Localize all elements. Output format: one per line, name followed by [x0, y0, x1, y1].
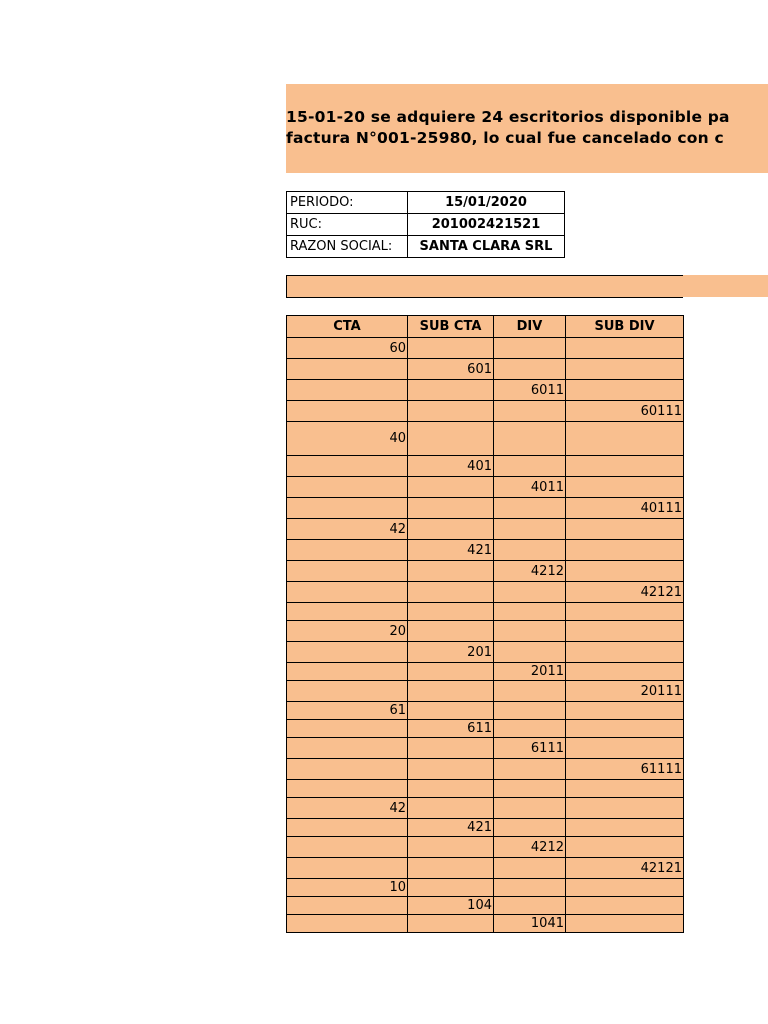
table-cell: [566, 915, 684, 933]
table-cell: [566, 621, 684, 642]
table-cell: 4212: [494, 561, 566, 582]
table-cell: [566, 519, 684, 540]
table-cell: 2011: [494, 663, 566, 681]
info-label: RAZON SOCIAL:: [287, 236, 408, 258]
table-row: [287, 642, 684, 663]
table-cell: [408, 738, 494, 759]
table-row: [287, 897, 684, 915]
table-cell: [287, 498, 408, 519]
table-cell: [287, 359, 408, 380]
table-cell: 201: [408, 642, 494, 663]
table-row: [287, 837, 684, 858]
table-cell: [494, 582, 566, 603]
table-row: [287, 858, 684, 879]
ledger-body: [287, 338, 684, 933]
table-row: [287, 879, 684, 897]
info-label: RUC:: [287, 214, 408, 236]
table-cell: 40: [287, 422, 408, 456]
table-cell: 20: [287, 621, 408, 642]
table-row: [287, 359, 684, 380]
table-row: [287, 456, 684, 477]
table-cell: [566, 456, 684, 477]
info-row-periodo: [287, 192, 565, 214]
table-cell: [408, 702, 494, 720]
table-cell: [408, 780, 494, 798]
table-cell: [566, 561, 684, 582]
table-row: [287, 621, 684, 642]
table-cell: [408, 498, 494, 519]
table-cell: 601: [408, 359, 494, 380]
table-cell: [566, 359, 684, 380]
description-line-1: 15-01-20 se adquiere 24 escritorios disponible pa: [286, 108, 730, 126]
table-cell: [566, 540, 684, 561]
table-cell: [566, 720, 684, 738]
info-table: [286, 191, 565, 258]
table-cell: [287, 681, 408, 702]
table-cell: [494, 540, 566, 561]
table-cell: [494, 621, 566, 642]
table-cell: [566, 897, 684, 915]
table-cell: [287, 663, 408, 681]
table-cell: 421: [408, 819, 494, 837]
table-cell: [287, 603, 408, 621]
table-row: [287, 663, 684, 681]
table-cell: [494, 422, 566, 456]
table-cell: [566, 422, 684, 456]
table-cell: [287, 561, 408, 582]
table-cell: [494, 897, 566, 915]
ledger-header-row: [287, 316, 684, 338]
table-cell: [566, 603, 684, 621]
table-cell: [287, 380, 408, 401]
table-cell: 6011: [494, 380, 566, 401]
table-cell: [287, 897, 408, 915]
column-header-sub-div: SUB DIV: [566, 316, 684, 338]
table-cell: [408, 837, 494, 858]
table-cell: [408, 477, 494, 498]
table-cell: [287, 819, 408, 837]
table-cell: 6111: [494, 738, 566, 759]
table-row: [287, 915, 684, 933]
table-row: [287, 780, 684, 798]
table-cell: [494, 456, 566, 477]
table-cell: 401: [408, 456, 494, 477]
table-cell: [566, 879, 684, 897]
column-header-div: DIV: [494, 316, 566, 338]
table-cell: [287, 540, 408, 561]
table-cell: 60111: [566, 401, 684, 422]
table-cell: [287, 456, 408, 477]
table-row: [287, 519, 684, 540]
table-cell: [408, 422, 494, 456]
table-cell: 20111: [566, 681, 684, 702]
table-cell: [494, 759, 566, 780]
table-cell: 61111: [566, 759, 684, 780]
table-cell: [494, 702, 566, 720]
info-row-ruc: [287, 214, 565, 236]
table-cell: [494, 720, 566, 738]
column-header-sub-cta: SUB CTA: [408, 316, 494, 338]
table-cell: [566, 819, 684, 837]
table-row: [287, 422, 684, 456]
table-cell: [494, 819, 566, 837]
table-row: [287, 819, 684, 837]
description-banner: [286, 84, 768, 173]
table-cell: [408, 759, 494, 780]
table-cell: [287, 858, 408, 879]
table-cell: [566, 738, 684, 759]
table-cell: [408, 681, 494, 702]
table-cell: [494, 858, 566, 879]
table-cell: [566, 663, 684, 681]
table-row: [287, 540, 684, 561]
table-cell: [408, 401, 494, 422]
table-cell: 4011: [494, 477, 566, 498]
table-cell: 421: [408, 540, 494, 561]
table-cell: [287, 720, 408, 738]
info-label: PERIODO:: [287, 192, 408, 214]
table-row: [287, 561, 684, 582]
table-row: [287, 498, 684, 519]
table-cell: 42121: [566, 582, 684, 603]
table-cell: [287, 780, 408, 798]
description-line-2: factura N°001-25980, lo cual fue cancelado con c: [286, 129, 724, 147]
table-cell: [494, 681, 566, 702]
info-row-razon-social: [287, 236, 565, 258]
table-cell: [408, 338, 494, 359]
table-cell: [494, 338, 566, 359]
table-cell: 42: [287, 798, 408, 819]
table-cell: 4212: [494, 837, 566, 858]
table-cell: [408, 798, 494, 819]
table-cell: [408, 663, 494, 681]
table-row: [287, 582, 684, 603]
table-row: [287, 738, 684, 759]
table-row: [287, 477, 684, 498]
table-cell: [287, 915, 408, 933]
table-cell: [566, 380, 684, 401]
column-header-cta: CTA: [287, 316, 408, 338]
table-cell: [566, 798, 684, 819]
table-cell: [566, 780, 684, 798]
table-cell: [287, 837, 408, 858]
table-cell: [494, 780, 566, 798]
info-value: SANTA CLARA SRL: [408, 236, 565, 258]
table-row: [287, 720, 684, 738]
table-row: [287, 759, 684, 780]
table-cell: [408, 380, 494, 401]
table-cell: [494, 603, 566, 621]
table-cell: [494, 498, 566, 519]
table-cell: [566, 477, 684, 498]
table-cell: [408, 582, 494, 603]
separator-strip-border: [286, 275, 683, 298]
table-cell: [287, 759, 408, 780]
table-cell: [408, 603, 494, 621]
table-cell: 1041: [494, 915, 566, 933]
table-cell: 42121: [566, 858, 684, 879]
table-cell: [494, 798, 566, 819]
table-cell: [408, 621, 494, 642]
table-cell: 10: [287, 879, 408, 897]
table-row: [287, 603, 684, 621]
table-cell: [287, 582, 408, 603]
table-cell: [566, 837, 684, 858]
table-cell: [408, 519, 494, 540]
table-cell: [408, 915, 494, 933]
table-cell: [408, 879, 494, 897]
table-cell: [287, 401, 408, 422]
table-cell: 40111: [566, 498, 684, 519]
table-row: [287, 338, 684, 359]
info-value: 201002421521: [408, 214, 565, 236]
table-row: [287, 798, 684, 819]
table-cell: 611: [408, 720, 494, 738]
table-cell: 104: [408, 897, 494, 915]
table-cell: [287, 642, 408, 663]
table-cell: [408, 858, 494, 879]
info-value: 15/01/2020: [408, 192, 565, 214]
table-row: [287, 380, 684, 401]
table-cell: [566, 338, 684, 359]
table-cell: 60: [287, 338, 408, 359]
table-row: [287, 401, 684, 422]
table-row: [287, 681, 684, 702]
table-cell: [494, 401, 566, 422]
table-cell: [287, 477, 408, 498]
table-cell: 42: [287, 519, 408, 540]
ledger-table: [286, 315, 684, 933]
table-row: [287, 702, 684, 720]
table-cell: [494, 879, 566, 897]
table-cell: [494, 519, 566, 540]
table-cell: [566, 702, 684, 720]
table-cell: [494, 642, 566, 663]
table-cell: [494, 359, 566, 380]
table-cell: [287, 738, 408, 759]
table-cell: 61: [287, 702, 408, 720]
table-cell: [566, 642, 684, 663]
table-cell: [408, 561, 494, 582]
